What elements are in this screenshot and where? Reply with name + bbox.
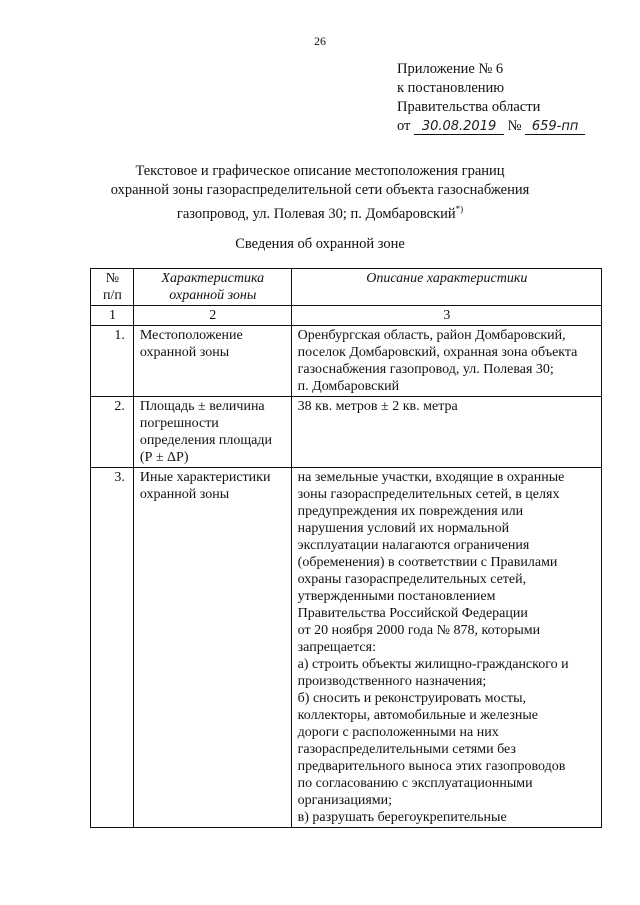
- table-row: [91, 468, 602, 828]
- row-description: 38 кв. метров ± 2 кв. метра: [291, 397, 601, 468]
- table-header-row: [91, 269, 602, 306]
- table-body: [91, 326, 602, 828]
- header-col-description: Описание характеристики: [291, 269, 601, 306]
- appendix-line-1: Приложение № 6: [397, 61, 504, 77]
- row-description: Оренбургская область, район Домбаровский, поселок Домбаровский, охранная зона объекта газоснабжения газопровод, ул. Полевая 30; п. Домбаровский: [291, 326, 601, 397]
- header-col-number: № п/п: [91, 269, 134, 306]
- row-number: 3.: [91, 468, 134, 828]
- handwritten-number: 659-пп: [525, 119, 585, 135]
- zone-info-table: [90, 268, 602, 828]
- appendix-line-3: Правительства области: [397, 99, 541, 115]
- row-number: 2.: [91, 397, 134, 468]
- number-label: №: [507, 118, 522, 134]
- header-col-characteristic: Характеристика охранной зоны: [133, 269, 291, 306]
- column-number-row: [91, 306, 602, 326]
- row-number: 1.: [91, 326, 134, 397]
- appendix-block: [397, 60, 585, 136]
- row-characteristic: Иные характеристики охранной зоны: [133, 468, 291, 828]
- table-row: [91, 326, 602, 397]
- column-number: 2: [133, 306, 291, 326]
- appendix-date-line: [397, 117, 585, 136]
- section-title: Сведения об охранной зоне: [235, 236, 405, 252]
- document-title: [60, 162, 580, 224]
- row-description: на земельные участки, входящие в охранные зоны газораспределительных сетей, в целях предупреждения их повреждения или нарушения условий их нормальной эксплуатации налагаются ограничения (обременения) в соответствии с Правилами охраны газораспределительных сетей, утвержденными постановлением Правительства Российской Федерации от 20 ноября 2000 года № 878, которыми запрещается: а) строить объекты жилищно-гражданского и производственного назначения; б) сносить и реконструировать мосты, коллекторы, автомобильные и железные дороги с расположенными на них газораспределительными сетями без предварительного выноса этих газопроводов по согласованию с эксплуатационными организациями; в) разрушать берегоукрепительные: [291, 468, 601, 828]
- from-label: от: [397, 118, 411, 134]
- handwritten-date: 30.08.2019: [414, 119, 504, 135]
- row-characteristic: Площадь ± величина погрешности определения площади (Р ± ΔР): [133, 397, 291, 468]
- column-number: 3: [291, 306, 601, 326]
- appendix-line-2: к постановлению: [397, 80, 505, 96]
- row-characteristic: Местоположение охранной зоны: [133, 326, 291, 397]
- column-number: 1: [91, 306, 134, 326]
- table-row: [91, 397, 602, 468]
- page-number: 26: [314, 34, 326, 48]
- title-line-2: охранной зоны газораспределительной сети объекта газоснабжения: [110, 182, 530, 198]
- title-line-1: Текстовое и графическое описание местоположения границ: [135, 163, 505, 179]
- footnote-mark: *): [455, 204, 464, 214]
- title-line-3: газопровод, ул. Полевая 30; п. Домбаровский*): [176, 204, 464, 222]
